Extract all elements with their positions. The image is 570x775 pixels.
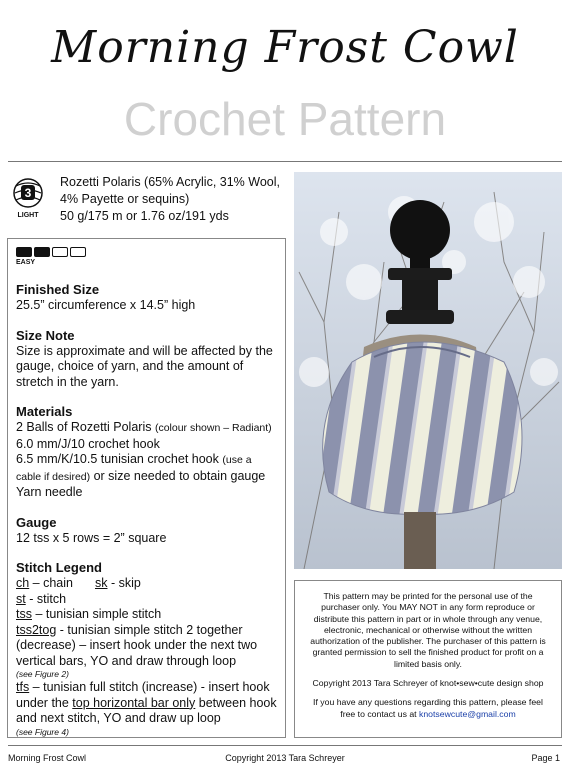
- yarn-line: 50 g/175 m or 1.76 oz/191 yds: [60, 209, 229, 223]
- skill-pill-empty: [70, 247, 86, 257]
- copyright-line: Copyright 2013 Tara Schreyer of knot•sew•cute design shop: [312, 678, 544, 689]
- footer-copyright: Copyright 2013 Tara Schreyer: [225, 753, 345, 763]
- legend-row: and next stitch, YO and draw up loop: [16, 711, 221, 725]
- header-divider: [8, 161, 562, 162]
- figure-reference: (see Figure 4): [16, 726, 69, 737]
- copyright-notice-box: [294, 580, 562, 738]
- size-note-line: stretch in the yarn.: [16, 374, 119, 389]
- materials-item: 2 Balls of Rozetti Polaris (colour shown – Radiant): [16, 420, 272, 434]
- cowl-photo: [294, 172, 562, 569]
- yarn-weight-label: LIGHT: [17, 212, 39, 219]
- pattern-title: Morning Frost Cowl: [51, 22, 519, 73]
- size-note-heading: Size Note: [16, 327, 75, 343]
- legend-row: vertical bars, YO and draw through loop: [16, 653, 237, 668]
- stitch-legend-heading: Stitch Legend: [16, 560, 102, 575]
- usage-terms: This pattern may be printed for the personal use of the purchaser only. You MAY NOT in any form reproduce or distribute this pattern in part or in whole through any venue, electronic, mechanical or otherwise without the written authorization of the publisher. The purchaser of this pattern is granted permission to sell the finished product for profit on a limited basis only.: [310, 591, 546, 669]
- materials-item: 6.5 mm/K/10.5 tunisian crochet hook (use a: [16, 452, 252, 466]
- materials-heading: Materials: [16, 404, 73, 419]
- skill-pill-empty: [52, 247, 68, 257]
- yarn-line: 4% Payette or sequins): [60, 192, 190, 206]
- yarn-line: Rozetti Polaris (65% Acrylic, 31% Wool,: [60, 175, 280, 189]
- skill-pill-filled: [16, 247, 32, 257]
- pattern-info-box: [7, 238, 286, 738]
- materials-item: 6.0 mm/J/10 crochet hook: [16, 436, 160, 451]
- legend-row: tss2tog - tunisian simple stitch 2 together: [16, 622, 243, 637]
- size-note-line: gauge, choice of yarn, and the amount of: [16, 359, 244, 373]
- email-link[interactable]: knotsewcute@gmail.com: [419, 708, 516, 719]
- yarn-description: [60, 174, 292, 225]
- footer-title: Morning Frost Cowl: [8, 753, 87, 763]
- footer-page-number: Page 1: [531, 753, 560, 763]
- footer-divider: [8, 745, 562, 746]
- cowl-photo-illustration: [294, 172, 562, 569]
- pattern-subtitle: Crochet Pattern: [123, 93, 447, 145]
- contact-info: If you have any questions regarding this pattern, please feel free to contact us at knotsewcute@gmail.com: [313, 697, 543, 719]
- legend-row: ch – chain sk - skip: [16, 576, 141, 590]
- legend-row: tss – tunisian simple stitch: [16, 607, 162, 621]
- finished-size-text: 25.5” circumference x 14.5” high: [16, 298, 196, 312]
- finished-size-heading: Finished Size: [16, 282, 100, 297]
- legend-row: tfs – tunisian full stitch (increase) - insert hook: [16, 680, 270, 694]
- figure-reference: (see Figure 2): [16, 669, 69, 679]
- legend-row: under the top horizontal bar only between hook: [16, 695, 277, 710]
- size-note-line: Size is approximate and will be affected by the: [16, 343, 273, 358]
- gauge-heading: Gauge: [16, 514, 57, 530]
- materials-item: Yarn needle: [16, 485, 83, 499]
- legend-row: st - stitch: [16, 591, 67, 606]
- skill-pill-filled: [34, 247, 50, 257]
- skill-level-indicator: [16, 247, 277, 257]
- legend-row: (decrease) – insert hook under the next two: [16, 638, 258, 652]
- skill-level-label: EASY: [16, 259, 36, 266]
- materials-item: cable if desired) or size needed to obtain gauge: [16, 468, 266, 483]
- yarn-weight-icon: [8, 176, 48, 220]
- yarn-weight-number: 3: [24, 186, 32, 200]
- gauge-text: 12 tss x 5 rows = 2” square: [16, 530, 167, 545]
